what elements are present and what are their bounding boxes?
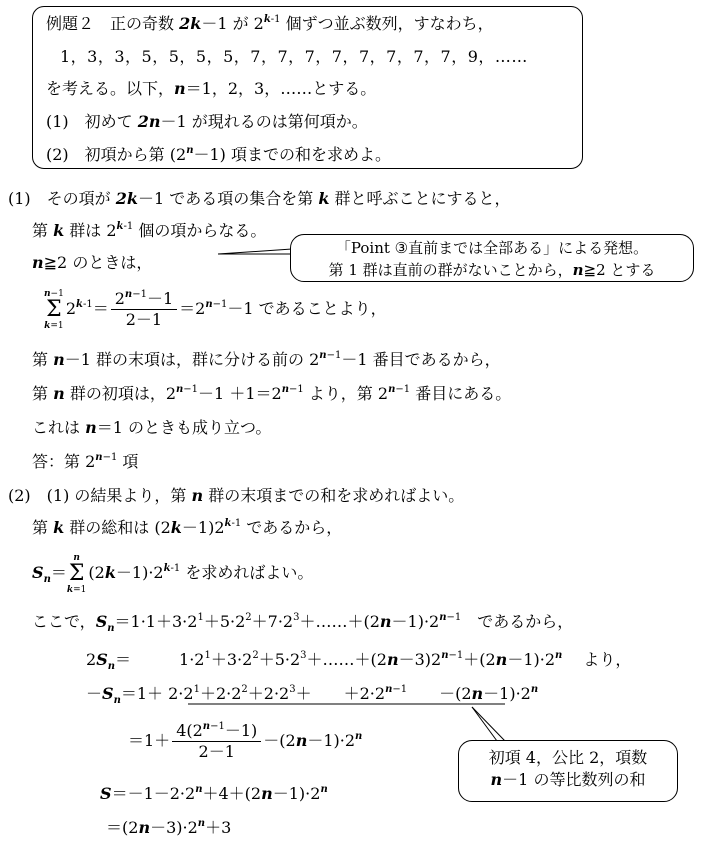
sol1-line-g: これは n＝1 のときも成り立つ。 <box>32 418 272 437</box>
sol2-line-i: $=(2n-3)\cdot 2^n+3$ <box>106 818 232 837</box>
sol2-line-h: $S=-1-2\cdot 2^n+4+(2n-1)\cdot 2^n$ <box>100 784 328 803</box>
problem-line-1: 例題２ 正の奇数 2k－1 が 2$^{k-1}$ 個ずつ並ぶ数列，すなわち， <box>46 14 494 33</box>
sol1-line-c: n≧2 のときは， <box>32 253 153 272</box>
sol1-line-e: 第 n－1 群の末項は，群に分ける前の $2^{n-1}-1$ 番目であるから， <box>32 350 501 369</box>
note1-line-2: 第 1 群は直前の群がないことから，n≧2 とする <box>328 261 656 279</box>
problem-line-2: 1，3，3，5，5，5，5，7，7，7，7，7，7，7，7，9，…… <box>60 47 528 66</box>
sol1-line-f: 第 n 群の初項は，$2^{n-1}-1 +1=2^{n-1}$ より，第 $2^{n-1}$ 番目にある。 <box>32 384 512 403</box>
sol2-line-g: ＝1＋ $\frac{4(2^{n-1}-1)}{2-1}$ $-(2n-1)\cdot 2^n$ <box>128 721 363 761</box>
sol2-line-f: $-S_n=1+ 2\cdot 2^1+2\cdot 2^2+2\cdot 2^3+$ $+2\cdot 2^{n-1}$ $-(2n-1)\cdot 2^n$ <box>86 684 539 706</box>
sol1-answer: 答：第 $2^{n-1}$ 項 <box>32 452 139 471</box>
note-geometric-sum <box>458 740 678 802</box>
note2-line-1: 初項 4，公比 2，項数 <box>488 748 648 767</box>
note-point3 <box>290 234 694 282</box>
note1-line-1: 「Point ③直前までは全部ある」による発想。 <box>335 239 649 257</box>
sol2-line-e: $2S_n=$ $1\cdot 2^1+3\cdot 2^2+5\cdot 2^3+\dots\dots+(2n-3)2^{n-1}+(2n-1)\cdot 2^n$ より， <box>86 650 632 672</box>
question-2: (2) 初項から第 $(2^n-1)$ 項までの和を求めよ。 <box>46 145 391 164</box>
sol2-line-c: $S_n=$ n Σ k=1 $(2k-1)\cdot 2^{k-1}$ を求めればよい。 <box>32 552 314 595</box>
sol1-line-a: (1) その項が 2k－1 である項の集合を第 k 群と呼ぶことにすると， <box>8 189 511 208</box>
sol1-line-b: 第 k 群は 2$^{k-1}$ 個の項からなる。 <box>32 221 267 240</box>
sol1-line-d: n−1 Σ k=1 $2^{k-1}=$ $\frac{2^{n-1}-1}{2-1}$ $=2^{n-1}-1$ であることより， <box>44 288 387 331</box>
sol2-line-b: 第 k 群の総和は $(2k-1)2^{k-1}$ であるから， <box>32 518 343 537</box>
sol2-line-a: (2) (1) の結果より，第 n 群の末項までの和を求めればよい。 <box>8 486 465 505</box>
question-1: (1) 初めて 2n－1 が現れるのは第何項か。 <box>46 112 368 131</box>
sol2-line-d: ここで，$S_n=1\cdot 1+3\cdot 2^1+5\cdot 2^2+7\cdot 2^3+\dots\dots+(2n-1)\cdot 2^{n-1}$ であるから， <box>32 612 574 634</box>
note2-line-2: n－1 の等比数列の和 <box>490 770 646 789</box>
problem-line-3: を考える。以下，n＝1，2，3，……とする。 <box>46 79 377 98</box>
